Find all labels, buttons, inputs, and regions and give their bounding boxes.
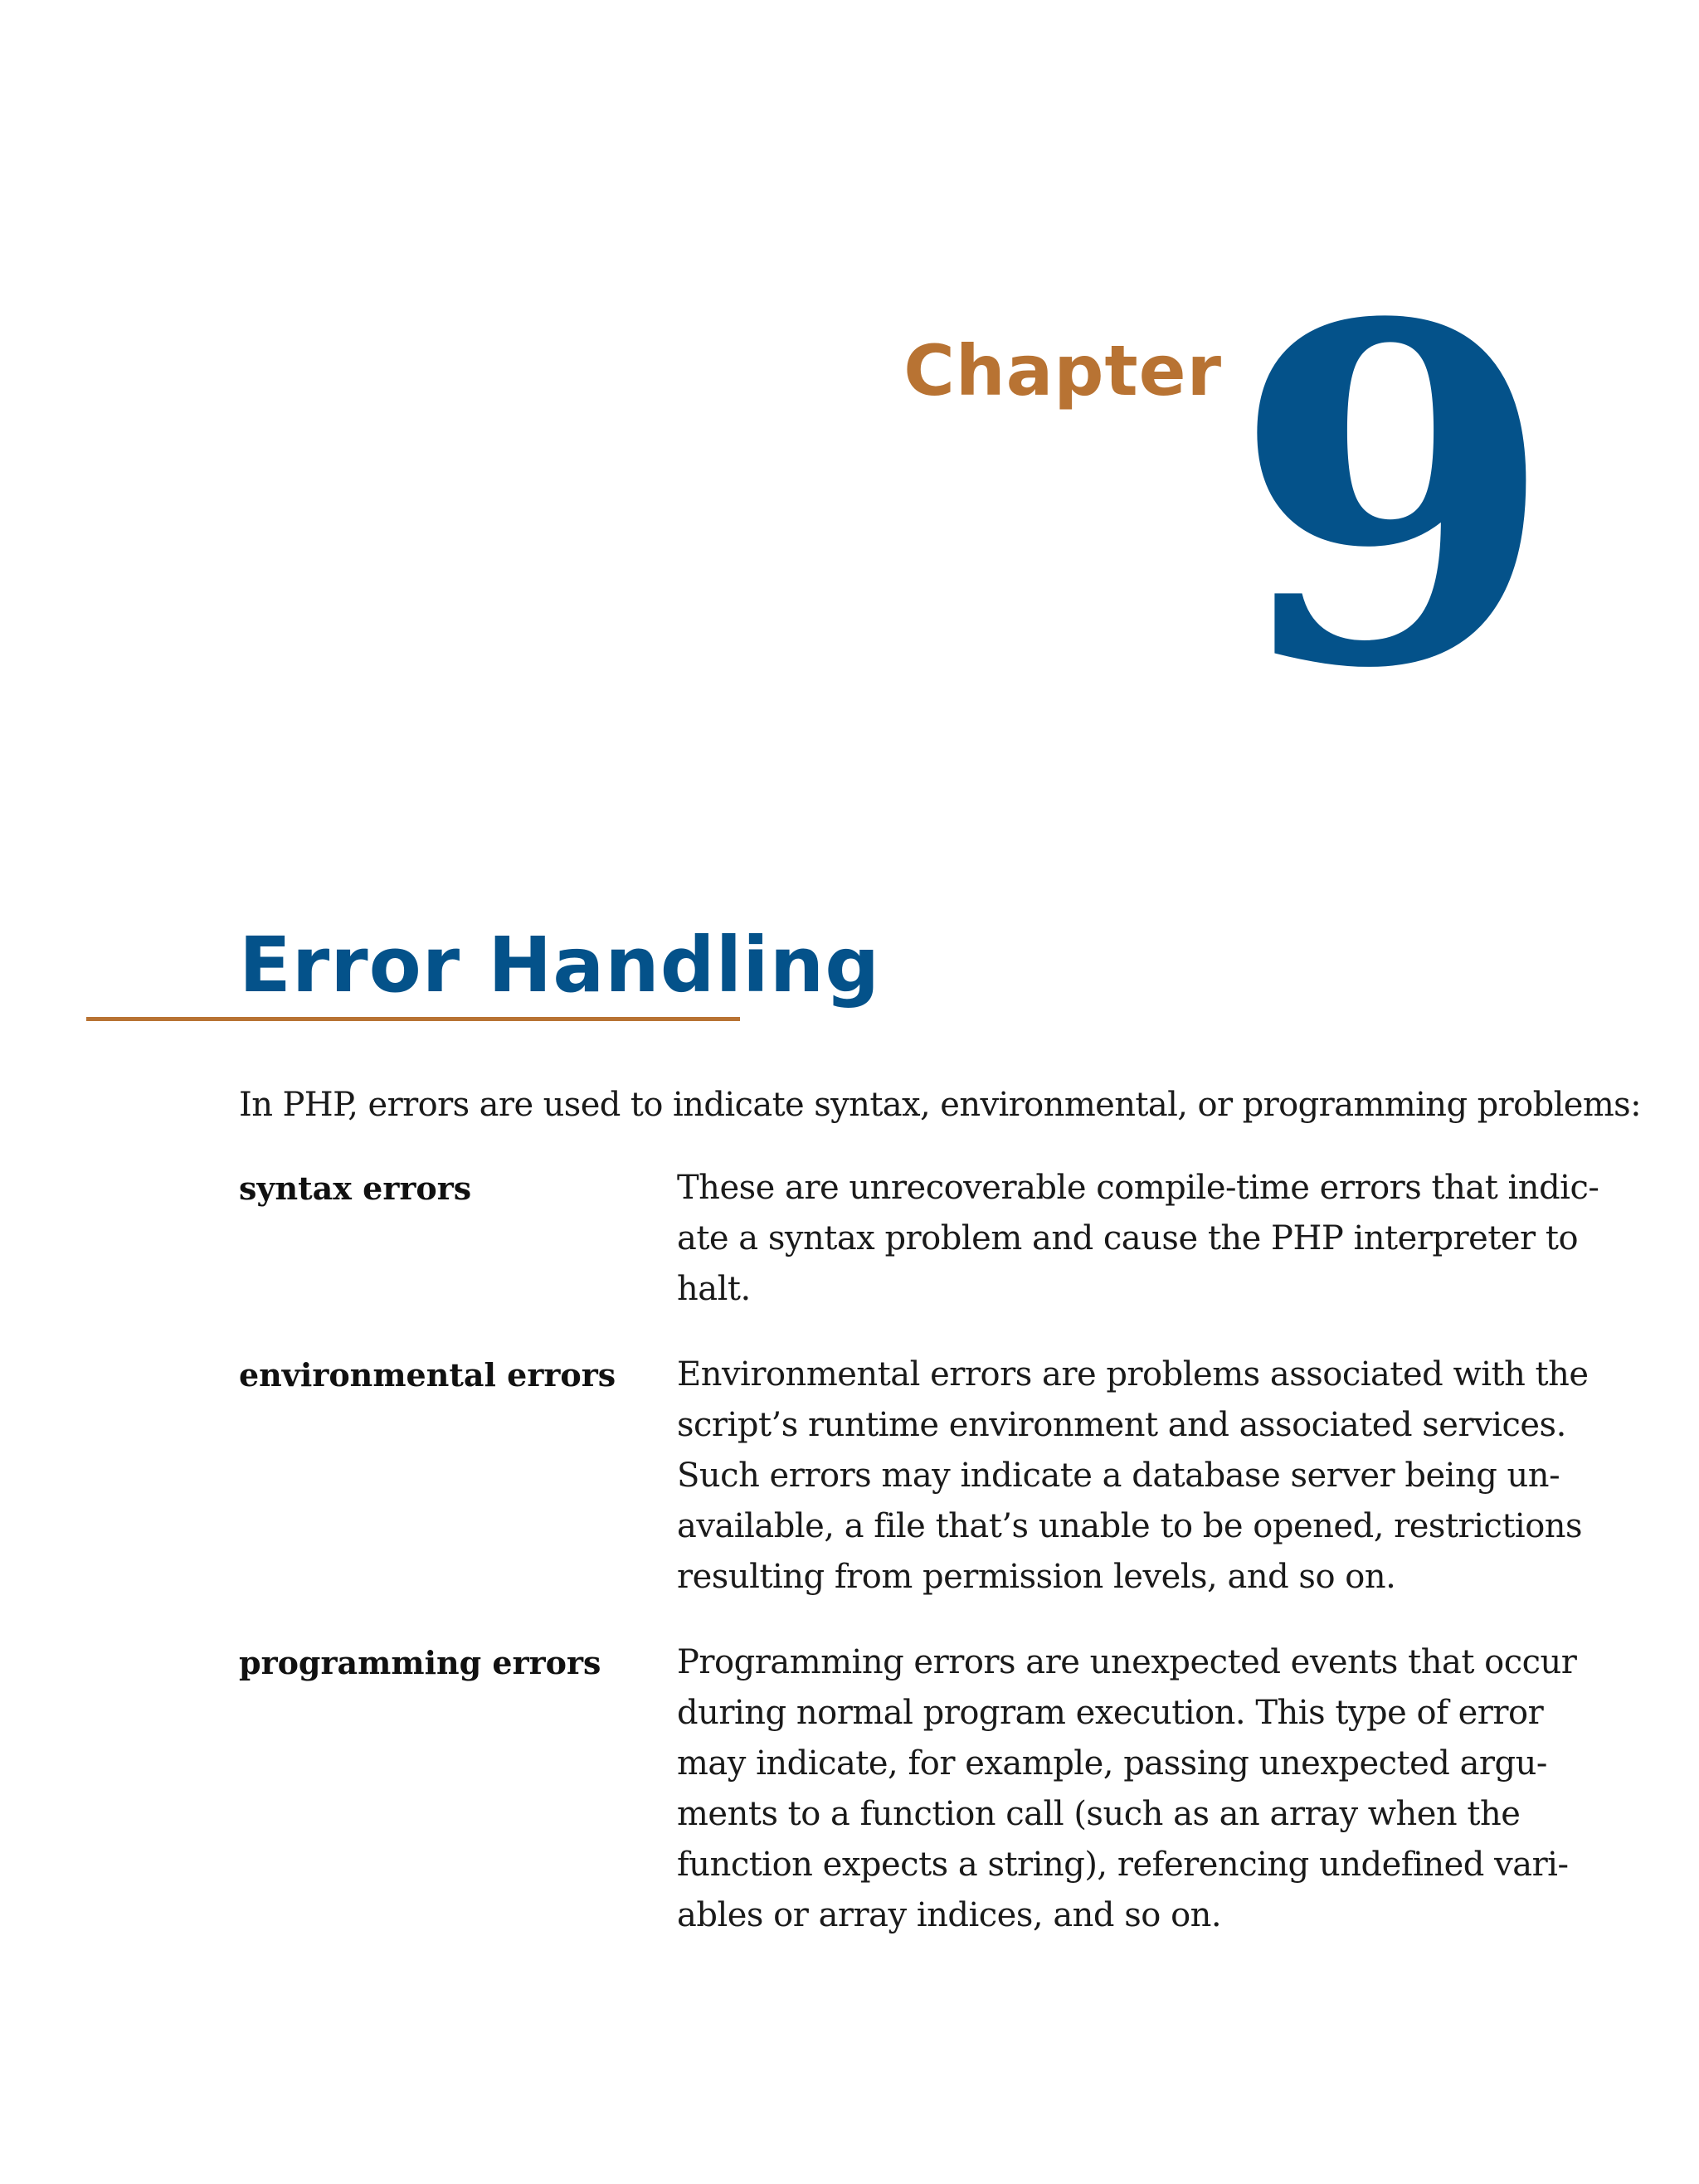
definition-description xyxy=(677,1637,1577,1941)
definition-term: environmental errors xyxy=(239,1356,616,1394)
definition-description xyxy=(677,1163,1599,1315)
description-line: script’s runtime environment and associated services. xyxy=(677,1406,1566,1444)
description-line: available, a file that’s unable to be opened, restrictions xyxy=(677,1507,1583,1545)
description-line: Environmental errors are problems associated with the xyxy=(677,1355,1589,1394)
description-line: function expects a string), referencing undefined vari- xyxy=(677,1846,1569,1884)
definition-item-programming-errors xyxy=(239,1637,1577,1941)
chapter-title: Error Handling xyxy=(239,921,881,1009)
intro-paragraph: In PHP, errors are used to indicate syntax, environmental, or programming problems: xyxy=(239,1086,1641,1124)
description-line: ate a syntax problem and cause the PHP interpreter to xyxy=(677,1219,1579,1257)
definition-term: programming errors xyxy=(239,1644,601,1681)
description-line: resulting from permission levels, and so on. xyxy=(677,1558,1396,1596)
description-line: Programming errors are unexpected events that occur xyxy=(677,1643,1577,1681)
definition-list xyxy=(239,1163,1599,1976)
description-line: halt. xyxy=(677,1270,751,1308)
description-line: These are unrecoverable compile-time errors that indic- xyxy=(677,1169,1599,1207)
description-line: may indicate, for example, passing unexpected argu- xyxy=(677,1744,1547,1783)
description-line: during normal program execution. This type of error xyxy=(677,1694,1544,1732)
chapter-number: 9 xyxy=(1232,225,1547,771)
description-line: ments to a function call (such as an array when the xyxy=(677,1795,1521,1833)
description-line: ables or array indices, and so on. xyxy=(677,1896,1222,1934)
chapter-label: Chapter xyxy=(903,330,1222,411)
definition-item-syntax-errors xyxy=(239,1163,1599,1315)
title-underline-rule xyxy=(86,1017,740,1021)
definition-description xyxy=(677,1350,1589,1603)
definition-item-environmental-errors xyxy=(239,1350,1589,1603)
definition-term: syntax errors xyxy=(239,1170,472,1207)
description-line: Such errors may indicate a database server being un- xyxy=(677,1457,1560,1495)
